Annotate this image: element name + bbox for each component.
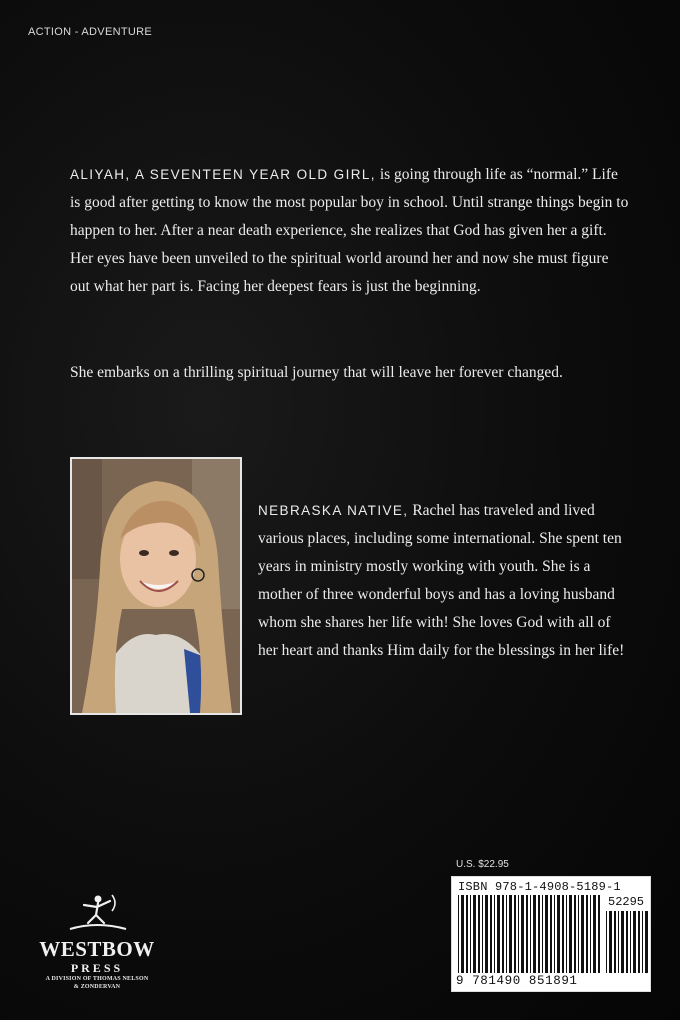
publisher-division-line2: & ZONDERVAN [73,984,121,990]
author-bio-lead: NEBRASKA NATIVE, [258,503,409,518]
synopsis-lead: ALIYAH, A SEVENTEEN YEAR OLD GIRL, [70,167,376,182]
author-photo [70,457,242,715]
synopsis-paragraph [70,161,630,301]
synopsis-body: is going through life as “normal.” Life is good after getting to know the most popular boy in school. Until strange things begin to happen to her. After a near death experience, she realizes that God has given her a gift. Her eyes have been unveiled to the spiritual world around her and now she must figure out what her part is. Facing her deepest fears is just the beginning. [70,166,629,295]
price-code: 52295 [608,895,645,909]
author-bio-body: Rachel has traveled and lived various places, including some international. She spent ten years in ministry mostly working with youth. She is a mother of three wonderful boys and has a loving husband whom she shares her life with! She loves God with all of her heart and thanks Him daily for the blessings in her life! [258,502,625,659]
publisher-logo [22,893,172,1003]
genre-label: ACTION - ADVENTURE [28,26,152,38]
synopsis-second-paragraph: She embarks on a thrilling spiritual journey that will leave her forever changed. [70,364,563,381]
ean-digits: 9 781490 851891 [456,974,578,988]
isbn-barcode [451,876,651,992]
author-bio-paragraph [258,497,628,665]
addon-barcode-bars [606,911,648,973]
publisher-press: PRESS [70,961,124,975]
publisher-name: WESTBOW [39,937,155,961]
ean-barcode-bars [458,895,602,973]
price-label: U.S. $22.95 [456,859,509,870]
publisher-division-line1: A DIVISION OF THOMAS NELSON [45,976,149,982]
isbn-number: ISBN 978-1-4908-5189-1 [458,880,621,894]
archer-icon [22,893,172,937]
